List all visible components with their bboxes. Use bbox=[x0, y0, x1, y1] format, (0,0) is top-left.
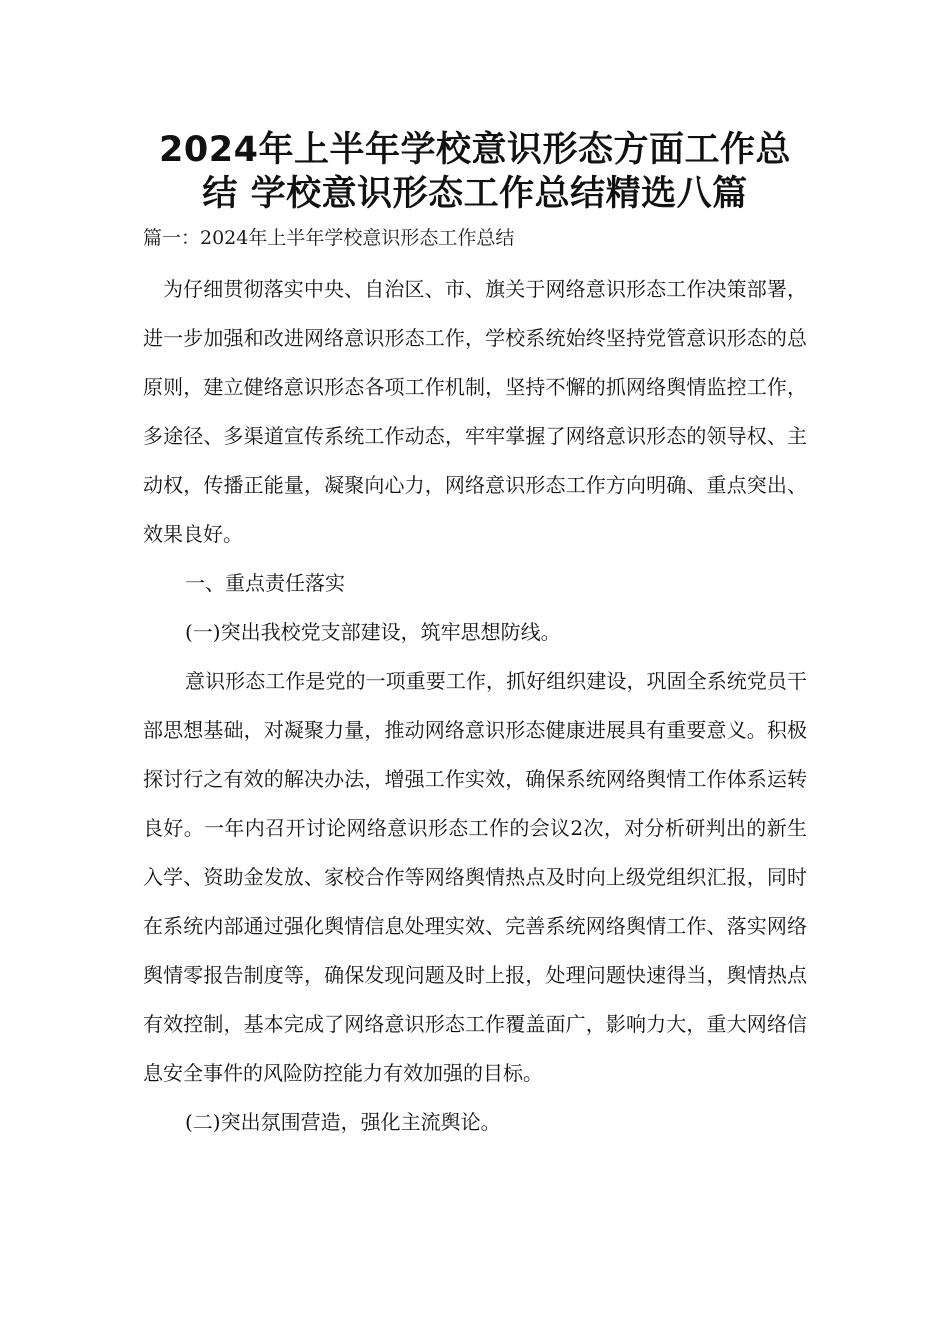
body-paragraph: 意识形态工作是党的一项重要工作，抓好组织建设，巩固全系统党员干部思想基础，对凝聚力量，推动网络意识形态健康进展具有重要意义。积极探讨行之有效的解决办法，增强工作实效，确保系统网络舆情工作体系运转良好。一年内召开讨论网络意识形态工作的会议2次，对分析研判出的新生入学、资助金发放、家校合作等网络舆情热点及时向上级党组织汇报，同时在系统内部通过强化舆情信息处理实效、完善系统网络舆情工作、落实网络舆情零报告制度等，确保发现问题及时上报，处理问题快速得当，舆情热点有效控制，基本完成了网络意识形态工作覆盖面广，影响力大，重大网络信息安全事件的风险防控能力有效加强的目标。 bbox=[143, 669, 807, 1085]
subheading-atmosphere: (二)突出氛围营造，强化主流舆论。 bbox=[185, 1110, 501, 1134]
subheading-party-branch: (一)突出我校党支部建设，筑牢思想防线。 bbox=[185, 620, 561, 644]
section-heading: 篇一：2024年上半年学校意识形态工作总结 bbox=[143, 227, 515, 249]
document-title bbox=[143, 128, 807, 216]
title-line-2: 结 学校意识形态工作总结精选八篇 bbox=[202, 174, 748, 214]
intro-paragraph: 为仔细贯彻落实中央、自治区、市、旗关于网络意识形态工作决策部署，进一步加强和改进网络意识形态工作，学校系统始终坚持党管意识形态的总原则，建立健络意识形态各项工作机制，坚持不懈的抓网络舆情监控工作，多途径、多渠道宣传系统工作动态，牢牢掌握了网络意识形态的领导权、主动权，传播正能量，凝聚向心力，网络意识形态工作方向明确、重点突出、效果良好。 bbox=[143, 277, 807, 546]
heading-key-responsibility: 一、重点责任落实 bbox=[185, 571, 345, 595]
title-line-1: 2024年上半年学校意识形态方面工作总 bbox=[159, 130, 791, 170]
